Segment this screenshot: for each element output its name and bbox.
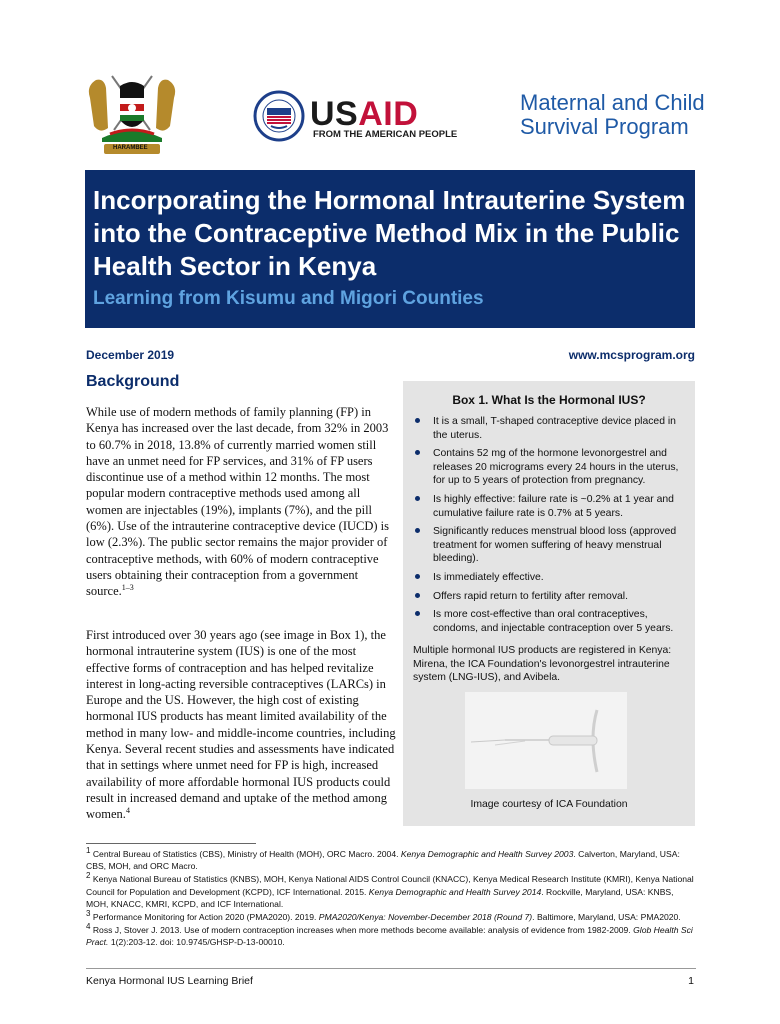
footer-title: Kenya Hormonal IUS Learning Brief (86, 975, 253, 987)
box-title: Box 1. What Is the Hormonal IUS? (452, 393, 646, 407)
box-bullet-list (411, 415, 691, 640)
bullet-icon (415, 611, 420, 616)
list-item (411, 415, 691, 442)
footnote-text: . Baltimore, Maryland, USA: PMA2020. (532, 912, 681, 923)
image-caption: Image courtesy of ICA Foundation (470, 799, 628, 810)
footnote-3 (86, 911, 696, 923)
website-link[interactable]: www.mcsprogram.org (568, 348, 695, 362)
usaid-wordmark-aid: AID (358, 95, 419, 133)
list-item (411, 608, 691, 635)
ius-device-image (465, 692, 627, 789)
kenya-seal-motto: HARAMBEE (113, 145, 148, 151)
list-item (411, 493, 691, 520)
title-banner (85, 170, 695, 328)
footnote-title: PMA2020/Kenya: November-December 2018 (Round 7) (318, 912, 533, 923)
bullet-text: Contains 52 mg of the hormone levonorgestrel and releases 20 micrograms every 24 hours in the uterus, for up to 5 years of protection from pregnancy. (433, 448, 679, 487)
footnote-divider (86, 843, 256, 844)
paragraph-1-text: While use of modern methods of family planning (FP) in Kenya has increased over the last decade, from 32% in 2003 to 60.7% in 2018, 13.8% of currently married women still have an unmet need for FP services, and 31% of FP users discontinue use of a method within 12 months. The most popular modern contraceptive methods used among all women are injectables (19%), implants (7%), and the pill (6%). Use of the intrauterine contraceptive device (IUCD) is low (2.3%). The public sector remains the major provider of contraceptive methods, with 60% of modern contraceptive users obtaining their contraception from a government source. (86, 405, 390, 599)
footnote-text: . Rockville, Maryland, USA: KNBS, MOH, KNACC, KMRI, KCPD, and ICF International. (86, 886, 674, 909)
bullet-icon (415, 496, 420, 501)
footnote-text: Ross J, Stover J. 2013. Use of modern contraception increases when more methods become available: analysis of evidence from 1982-2009. (92, 925, 634, 936)
footnote-number: 4 (86, 922, 91, 932)
bullet-text: Offers rapid return to fertility after removal. (433, 590, 628, 602)
bullet-text: Is more cost-effective than oral contraceptives, condoms, and injectable contraception over 5 years. (433, 609, 674, 634)
bullet-text: Is highly effective: failure rate is ~0.2% at 1 year and cumulative failure rate is 0.7% at 5 years. (433, 493, 674, 519)
page-number: 1 (688, 975, 694, 987)
footnote-title: Glob Health Sci Pract. (86, 925, 693, 948)
bullet-text: Is immediately effective. (433, 571, 544, 583)
background-paragraph-2 (86, 627, 396, 823)
list-item (411, 447, 691, 488)
footnote-text: Performance Monitoring for Action 2020 (PMA2020). 2019. (92, 912, 319, 923)
footnote-text: Central Bureau of Statistics (CBS), Ministry of Health (MOH), ORC Macro. 2004. (92, 849, 401, 859)
background-paragraph-1 (86, 404, 396, 600)
footnote-1 (86, 848, 696, 872)
footnote-number: 3 (86, 909, 91, 919)
mcsp-line-2: Survival Program (520, 114, 689, 139)
usaid-logo (253, 92, 458, 142)
bullet-icon (415, 528, 420, 533)
footnote-text: 1(2):203-12. doi: 10.9745/GHSP-D-13-00010. (108, 937, 285, 948)
footnote-number: 1 (86, 846, 91, 856)
kenya-coat-of-arms-logo (82, 68, 182, 158)
document-subtitle: Learning from Kisumu and Migori Counties (93, 288, 484, 309)
list-item (411, 525, 691, 566)
bullet-icon (415, 450, 420, 455)
footnote-text: . Calverton, Maryland, USA: CBS, MOH, and ORC Macro. (86, 849, 680, 872)
footer-divider (86, 968, 696, 969)
footnote-title: Kenya Demographic and Health Survey 2014 (368, 886, 542, 897)
mcsp-line-1: Maternal and Child (520, 90, 705, 115)
publication-date: December 2019 (86, 348, 175, 362)
footnotes (86, 848, 696, 950)
bullet-text: It is a small, T-shaped contraceptive device placed in the uterus. (433, 416, 676, 441)
footnote-4 (86, 924, 696, 948)
usaid-tagline: FROM THE AMERICAN PEOPLE (313, 129, 458, 140)
bullet-icon (415, 593, 420, 598)
box-note: Multiple hormonal IUS products are registered in Kenya: Mirena, the ICA Foundation's levonorgestrel intrauterine system (LNG-IUS), and Avibela. (413, 645, 672, 684)
background-heading: Background (86, 373, 180, 390)
footnote-2 (86, 873, 696, 910)
bullet-icon (415, 574, 420, 579)
usaid-seal-icon (253, 90, 305, 142)
usaid-wordmark (310, 96, 418, 132)
list-item (411, 571, 691, 585)
paragraph-1-reference: 1–3 (121, 583, 134, 593)
list-item (411, 590, 691, 604)
logo-row (0, 0, 780, 160)
paragraph-2-text: First introduced over 30 years ago (see image in Box 1), the hormonal intrauterine system (IUS) is one of the most effective forms of contraception and has helped revitalize interest in long-acting reversible contraceptives (LARCs) in Europe and the US. However, the high cost of existing hormonal IUS products has meant limited availability of the method in many low- and middle-income countries, including Kenya. Several recent studies and assessments have indicated that in settings where unmet need for FP is high, increased availability of more affordable hormonal IUS products could result in increased demand and uptake of the method among women. (86, 628, 396, 822)
footnote-text: Kenya National Bureau of Statistics (KNBS), MOH, Kenya National AIDS Control Council (KNACC), Kenya Medical Research Institute (KMRI), Kenya National Council for Population and Development (KCPD), ICF International. 2015. (86, 874, 694, 897)
document-title: Incorporating the Hormonal Intrauterine System into the Contraceptive Method Mix in the Public Health Sector in Kenya (93, 185, 686, 281)
bullet-text: Significantly reduces menstrual blood loss (approved treatment for women suffering of heavy menstrual bleeding). (433, 526, 677, 565)
footnote-number: 2 (86, 871, 91, 881)
usaid-wordmark-us: US (310, 95, 359, 133)
paragraph-2-reference: 4 (125, 806, 130, 816)
footnote-title: Kenya Demographic and Health Survey 2003 (400, 849, 574, 859)
bullet-icon (415, 418, 420, 423)
mcsp-logo (520, 91, 720, 151)
